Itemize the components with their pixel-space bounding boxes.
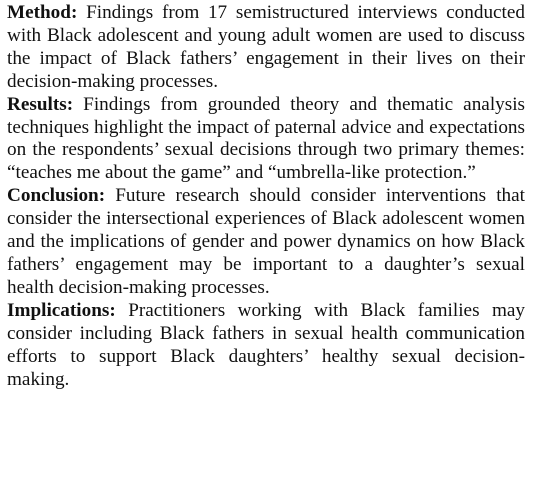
method-text: Findings from 17 semistructured interviews conducted with Black adolescent and young adult women are used to discuss the impact of Black fathers’ engagement in their lives on their decision-making processes. [7, 2, 525, 92]
results-paragraph [7, 94, 525, 186]
method-paragraph [7, 2, 525, 94]
implications-paragraph [7, 300, 525, 392]
implications-text: Practitioners working with Black families may consider including Black fathers in sexual health communication efforts to support Black daughters’ healthy sexual decision-making. [7, 299, 526, 390]
conclusion-text: Future research should consider interventions that consider the intersectional experiences of Black adolescent women and the implications of gender and power dynamics on how Black fathers’ engagement may be important to a daughter’s sexual health decision-making processes. [7, 185, 526, 298]
results-text: Findings from grounded theory and thematic analysis techniques highlight the impact of paternal advice and expectations on the respondents’ sexual decisions through two primary themes: “teaches me about the game” and “umbrella-like protection.” [7, 93, 526, 184]
conclusion-paragraph [7, 185, 525, 300]
conclusion-label: Conclusion: [7, 185, 106, 207]
results-label: Results: [7, 93, 74, 115]
method-label: Method: [7, 2, 78, 23]
implications-label: Implications: [7, 299, 116, 321]
